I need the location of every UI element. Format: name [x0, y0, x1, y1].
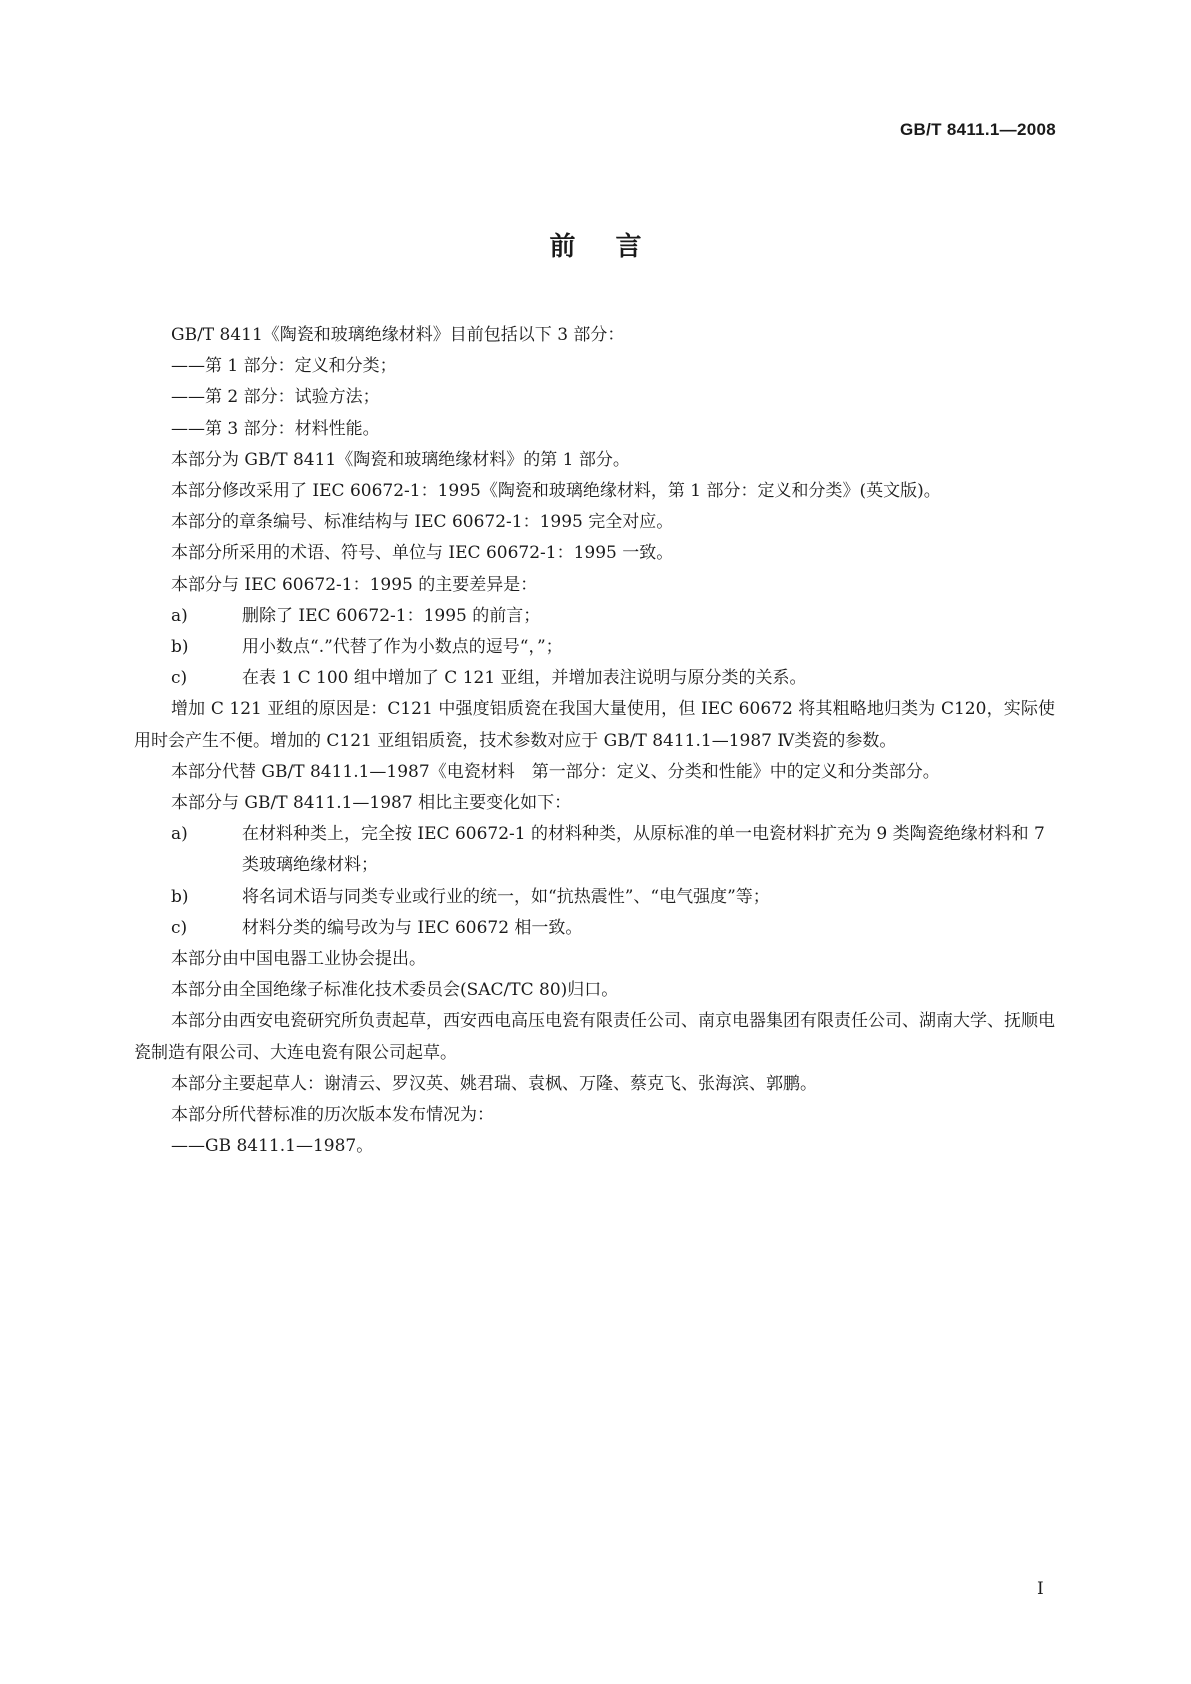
part-list-item: ——第 2 部分：试验方法； [171, 387, 380, 408]
intro-paragraph: GB/T 8411《陶瓷和玻璃绝缘材料》目前包括以下 3 部分： [171, 325, 625, 345]
changes-intro: 本部分与 GB/T 8411.1—1987 相比主要变化如下： [171, 793, 572, 814]
list-marker: a) [171, 605, 188, 626]
list-item-text: 材料分类的编号改为与 IEC 60672 相一致。 [242, 917, 583, 938]
difference-item [171, 663, 1055, 694]
page-number: I [1037, 1579, 1044, 1599]
part-list-item: ——第 3 部分：材料性能。 [171, 418, 380, 439]
difference-item [171, 632, 1055, 663]
list-item-text: 用小数点“.”代替了作为小数点的逗号“，”； [242, 637, 563, 658]
paragraph: 本部分修改采用了 IEC 60672-1：1995《陶瓷和玻璃绝缘材料，第 1 部分：定义和分类》(英文版)。 [171, 481, 941, 502]
document-body [134, 320, 1055, 1162]
drafting-units-paragraph: 本部分由西安电瓷研究所负责起草，西安西电高压电瓷有限责任公司、南京电器集团有限责任公司、湖南大学、抚顺电瓷制造有限公司、大连电瓷有限公司起草。 [134, 1011, 1055, 1063]
paragraph: 本部分由中国电器工业协会提出。 [171, 949, 426, 970]
difference-item [171, 601, 1055, 632]
paragraph: 本部分的章条编号、标准结构与 IEC 60672-1：1995 完全对应。 [171, 512, 674, 533]
list-marker: c) [171, 668, 188, 689]
drafters-paragraph: 本部分主要起草人：谢清云、罗汉英、姚君瑞、袁枫、万隆、蔡克飞、张海滨、郭鹏。 [171, 1073, 817, 1094]
list-marker: b) [171, 637, 189, 658]
paragraph: 本部分与 IEC 60672-1：1995 的主要差异是： [171, 574, 538, 595]
change-item [171, 913, 1055, 944]
paragraph: 本部分所采用的术语、符号、单位与 IEC 60672-1：1995 一致。 [171, 543, 674, 564]
change-item [171, 819, 1055, 881]
page-title: 前言 [549, 232, 682, 262]
paragraph: 本部分为 GB/T 8411《陶瓷和玻璃绝缘材料》的第 1 部分。 [171, 449, 630, 470]
version-history-item: ——GB 8411.1—1987。 [171, 1136, 374, 1157]
paragraph: 本部分所代替标准的历次版本发布情况为： [171, 1105, 494, 1126]
list-item-text: 在材料种类上，完全按 IEC 60672-1 的材料种类，从原标准的单一电瓷材料扩充为 9 类陶瓷绝缘材料和 7 类玻璃绝缘材料； [242, 824, 1045, 876]
list-marker: b) [171, 886, 189, 907]
list-item-text: 将名词术语与同类专业或行业的统一，如“抗热震性”、“电气强度”等； [242, 886, 770, 907]
replace-paragraph: 本部分代替 GB/T 8411.1—1987《电瓷材料 第一部分：定义、分类和性能》中的定义和分类部分。 [171, 761, 940, 782]
paragraph: 本部分由全国绝缘子标准化技术委员会(SAC/TC 80)归口。 [171, 980, 619, 1001]
list-marker: a) [171, 824, 188, 845]
list-item-text: 在表 1 C 100 组中增加了 C 121 亚组，并增加表注说明与原分类的关系。 [242, 668, 807, 689]
part-list-item: ——第 1 部分：定义和分类； [171, 356, 397, 377]
reason-paragraph: 增加 C 121 亚组的原因是：C121 中强度铝质瓷在我国大量使用，但 IEC 60672 将其粗略地归类为 C120，实际使用时会产生不便。增加的 C121 亚组铝质瓷，技术参数对应于 GB/T 8411.1—1987 Ⅳ类瓷的参数。 [134, 699, 1055, 751]
change-item [171, 882, 1055, 913]
standard-number: GB/T 8411.1—2008 [899, 120, 1056, 139]
list-item-text: 删除了 IEC 60672-1：1995 的前言； [242, 605, 541, 626]
list-marker: c) [171, 917, 188, 938]
